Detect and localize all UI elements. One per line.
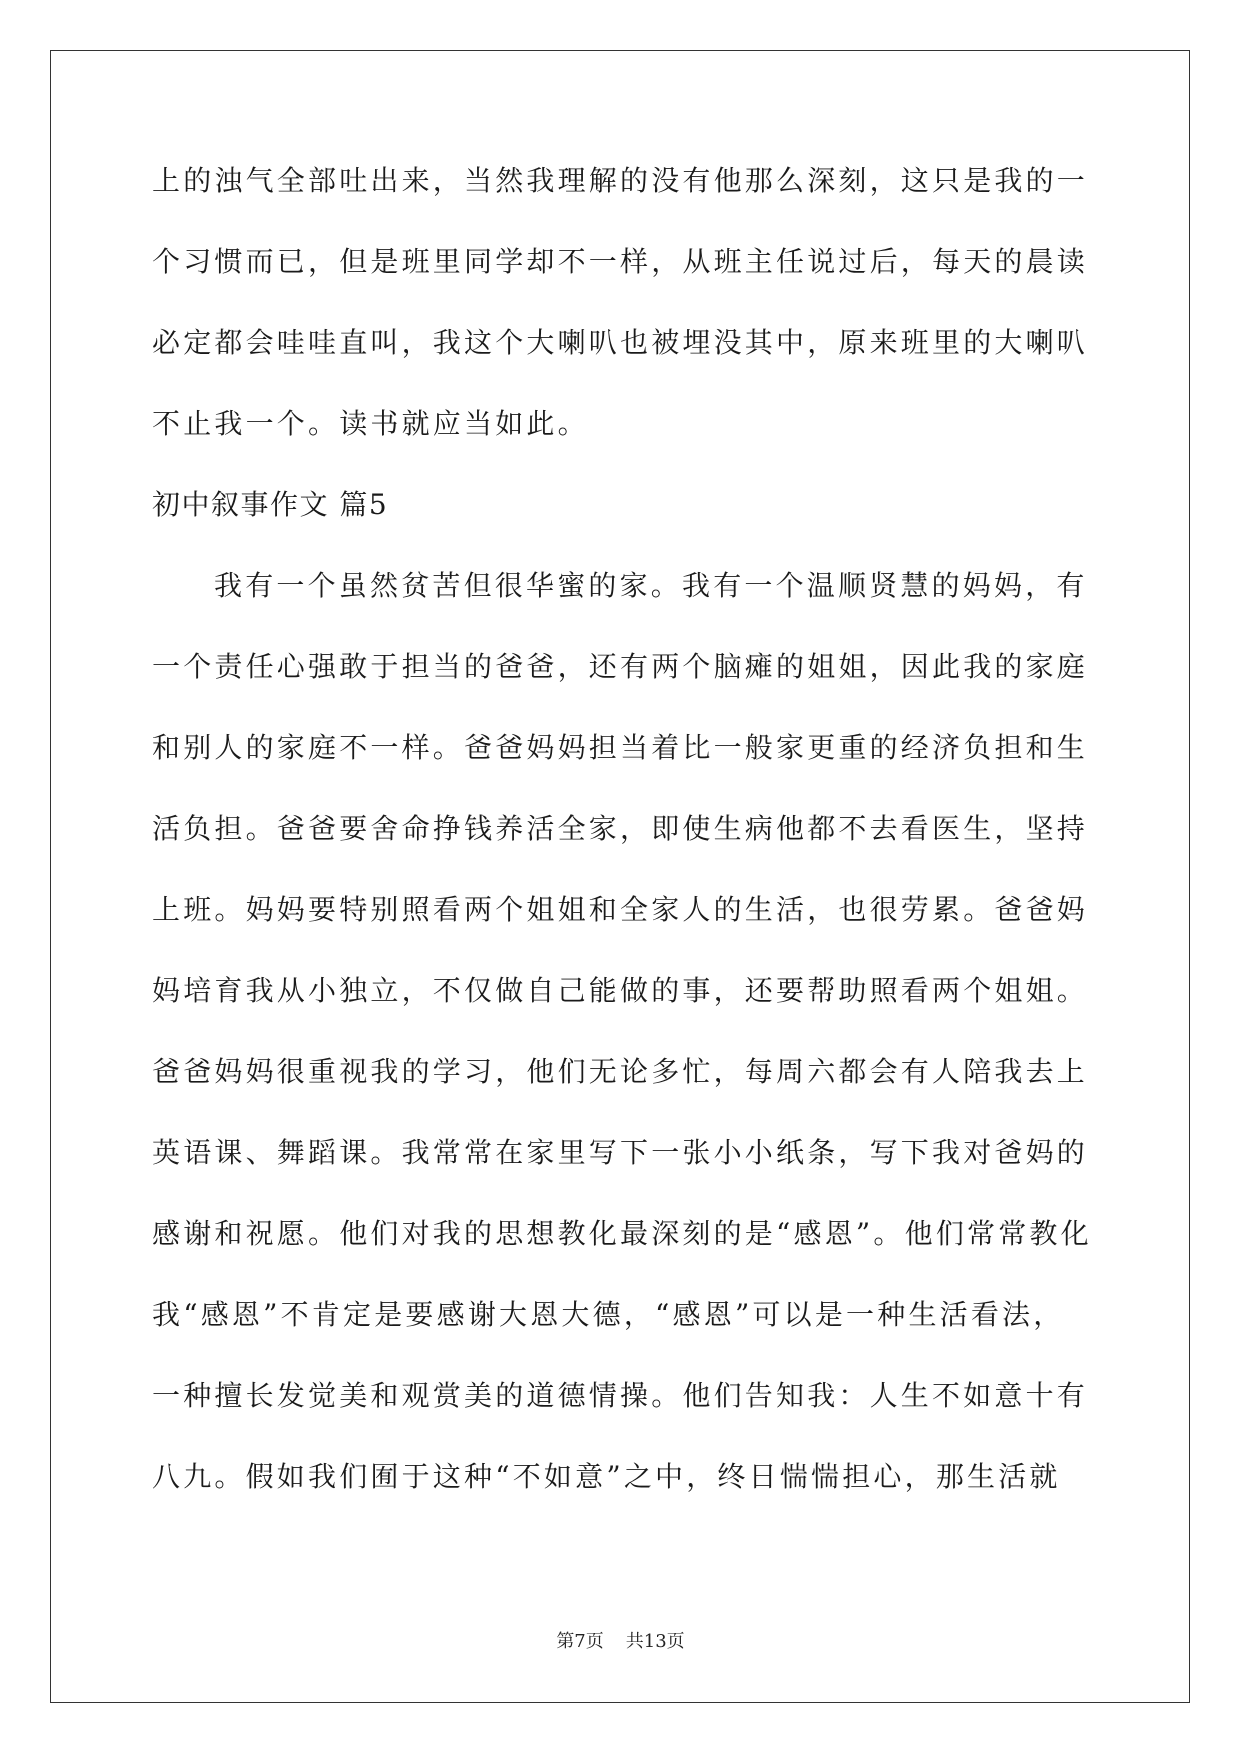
text-line: 我有一个虽然贫苦但很华蜜的家。我有一个温顺贤慧的妈妈，有: [214, 569, 1088, 602]
text-line: 我“感恩”不肯定是要感谢大恩大德，“感恩”可以是一种生活看法，: [152, 1298, 1065, 1331]
text-line: 爸爸妈妈很重视我的学习，他们无论多忙，每周六都会有人陪我去上: [152, 1055, 1089, 1088]
page-number: 第7页: [556, 1631, 604, 1652]
text-line: 活负担。爸爸要舍命挣钱养活全家，即使生病他都不去看医生，坚持: [152, 812, 1089, 845]
text-line: 上班。妈妈要特别照看两个姐姐和全家人的生活，也很劳累。爸爸妈: [152, 893, 1089, 926]
text-line: 和别人的家庭不一样。爸爸妈妈担当着比一般家更重的经济负担和生: [152, 731, 1089, 764]
text-line: 感谢和祝愿。他们对我的思想教化最深刻的是“感恩”。他们常常教化: [152, 1217, 1092, 1250]
text-line: 上的浊气全部吐出来，当然我理解的没有他那么深刻，这只是我的一: [152, 164, 1089, 197]
text-line: 个习惯而已，但是班里同学却不一样，从班主任说过后，每天的晨读: [152, 245, 1089, 278]
text-line: 一个责任心强敢于担当的爸爸，还有两个脑瘫的姐姐，因此我的家庭: [152, 650, 1089, 683]
text-line: 八九。假如我们囿于这种“不如意”之中，终日惴惴担心，那生活就: [152, 1460, 1061, 1493]
text-line: 妈培育我从小独立，不仅做自己能做的事，还要帮助照看两个姐姐。: [152, 974, 1089, 1007]
text-line: 必定都会哇哇直叫，我这个大喇叭也被埋没其中，原来班里的大喇叭: [152, 326, 1089, 359]
text-line: 一种擅长发觉美和观赏美的道德情操。他们告知我：人生不如意十有: [152, 1379, 1089, 1412]
document-body: [152, 161, 1098, 1538]
text-line: 不止我一个。读书就应当如此。: [152, 407, 589, 440]
section-heading: 初中叙事作文 篇5: [152, 488, 389, 521]
page-footer: [0, 1630, 1241, 1654]
text-line: 英语课、舞蹈课。我常常在家里写下一张小小纸条，写下我对爸妈的: [152, 1136, 1089, 1169]
page-total: 共13页: [625, 1631, 685, 1652]
